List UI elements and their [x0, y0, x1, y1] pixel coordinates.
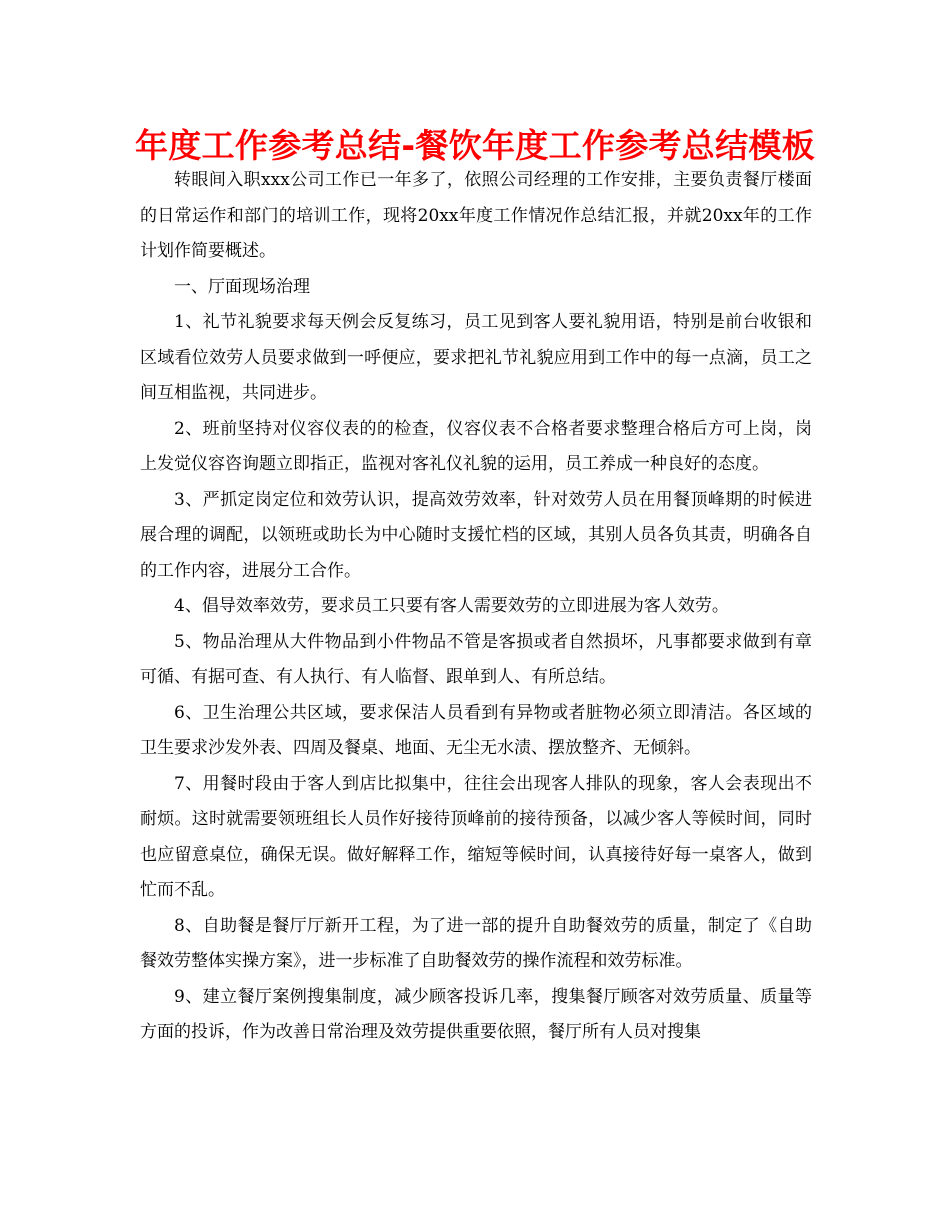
- paragraph-item-4: 4、倡导效率效劳，要求员工只要有客人需要效劳的立即进展为客人效劳。: [174, 596, 729, 616]
- paragraph-item-3: 3、严抓定岗定位和效劳认识，提高效劳效率，针对效劳人员在用餐顶峰期的时候进展合理的调配，以领班或助长为中心随时支援忙档的区域，其别人员各负其责，明确各自的工作内容，进展分工合作。: [140, 489, 812, 581]
- paragraph-item-8: 8、自助餐是餐厅厅新开工程，为了进一部的提升自助餐效劳的质量，制定了《自助餐效劳整体实操方案》，进一步标准了自助餐效劳的操作流程和效劳标准。: [140, 915, 812, 971]
- paragraph-item-5: 5、物品治理从大件物品到小件物品不管是客损或者自然损坏，凡事都要求做到有章可循、有据可查、有人执行、有人临督、跟单到人、有所总结。: [140, 631, 812, 687]
- paragraph-item-1: 1、礼节礼貌要求每天例会反复练习，员工见到客人要礼貌用语，特别是前台收银和区域看位效劳人员要求做到一呼便应，要求把礼节礼貌应用到工作中的每一点滴，员工之间互相监视，共同进步。: [140, 312, 812, 403]
- document-body: [140, 163, 812, 1051]
- section-heading: 一、厅面现场治理: [174, 276, 310, 297]
- paragraph-item-7: 7、用餐时段由于客人到店比拟集中，往往会出现客人排队的现象，客人会表现出不耐烦。这时就需要领班组长人员作好接待顶峰前的接待预备，以减少客人等候时间，同时也应留意桌位，确保无误。做好解释工作，缩短等候时间，认真接待好每一桌客人，做到忙而不乱。: [140, 773, 812, 900]
- paragraph-item-2: 2、班前坚持对仪容仪表的的检查，仪容仪表不合格者要求整理合格后方可上岗，岗上发觉仪容咨询题立即指正，监视对客礼仪礼貌的运用，员工养成一种良好的态度。: [140, 418, 812, 474]
- paragraph-item-9: 9、建立餐厅案例搜集制度，减少顾客投诉几率，搜集餐厅顾客对效劳质量、质量等方面的投诉，作为改善日常治理及效劳提供重要依照，餐厅所有人员对搜集: [140, 986, 812, 1042]
- paragraph-item-6: 6、卫生治理公共区域，要求保洁人员看到有异物或者脏物必须立即清洁。各区域的卫生要求沙发外表、四周及餐桌、地面、无尘无水渍、摆放整齐、无倾斜。: [140, 702, 812, 758]
- document-title: 年度工作参考总结-餐饮年度工作参考总结模板: [135, 126, 815, 165]
- intro-paragraph: 转眼间入职xxx公司工作已一年多了，依照公司经理的工作安排，主要负责餐厅楼面的日常运作和部门的培训工作，现将20xx年度工作情况作总结汇报，并就20xx年的工作计划作简要概述。: [140, 170, 812, 261]
